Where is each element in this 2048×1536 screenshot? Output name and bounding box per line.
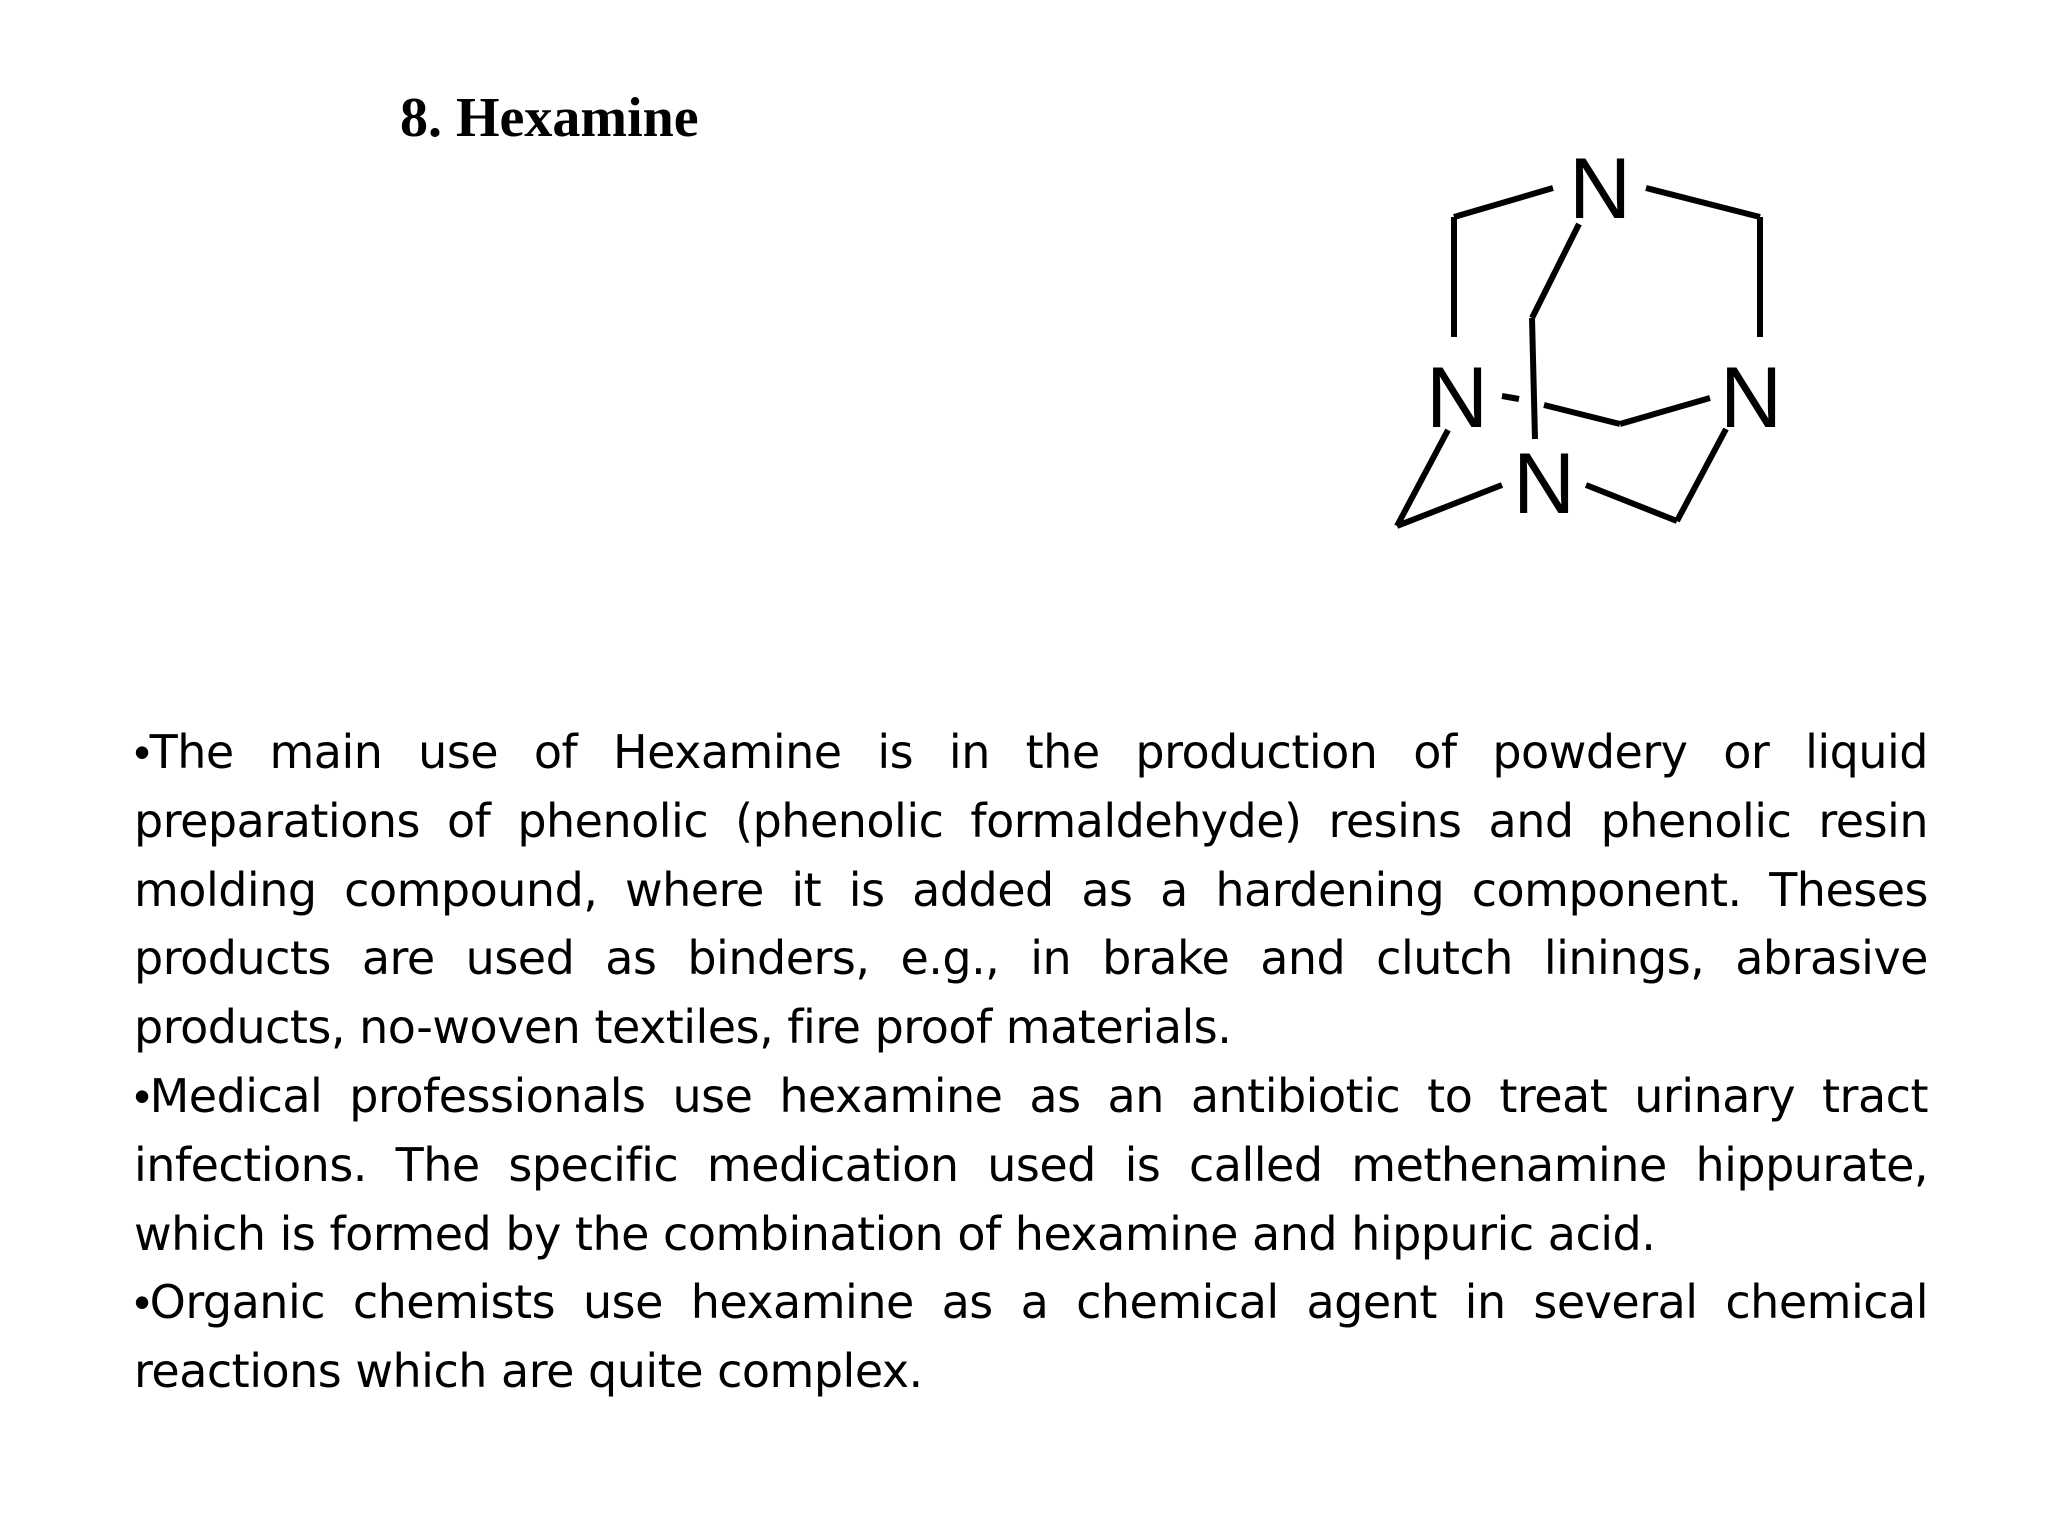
atom-label-right-n: N [1719, 350, 1783, 446]
bullet-list [134, 718, 1928, 1406]
bullet-text: Medical professionals use hexamine as an antibiotic to treat urinary tract infections. The specific medication used is called methenamine hippurate, which is formed by the combination of hexamine and hippuric acid. [134, 1068, 1928, 1261]
bond-lower-right-right-n [1677, 429, 1726, 521]
atom-label-bottom-n: N [1512, 436, 1576, 532]
bullet-item [134, 1268, 1928, 1406]
bond-center-dash [1544, 405, 1620, 424]
bond-top-n-center [1532, 224, 1579, 318]
bond-top-n-upper-left [1454, 188, 1553, 217]
hexamine-structure-diagram [1340, 130, 1820, 550]
bullet-marker: • [134, 1069, 150, 1122]
bullet-text: The main use of Hexamine is in the production of powdery or liquid preparations of phenolic (phenolic formaldehyde) resins and phenolic resin molding compound, where it is added as a hardening component. Theses products are used as binders, e.g., in brake and clutch linings, abrasive products, no-woven textiles, fire proof materials. [134, 725, 1928, 1055]
bullet-item [134, 718, 1928, 1062]
bond-center-vertical [1532, 318, 1535, 439]
bullet-text: Organic chemists use hexamine as a chemical agent in several chemical reactions which are quite complex. [134, 1275, 1928, 1399]
atom-label-left-n: N [1425, 350, 1489, 446]
slide-title: 8. Hexamine [400, 87, 699, 149]
bond-top-n-upper-right [1646, 188, 1760, 217]
bullet-item [134, 1062, 1928, 1268]
atom-label-top-n: N [1568, 141, 1632, 237]
hexamine-structure-svg [1340, 130, 1820, 550]
bullet-marker: • [134, 726, 150, 778]
bond-right-n-center-right [1620, 398, 1710, 424]
bond-bottom-n-lower-right [1586, 485, 1677, 521]
bond-left-n-dash [1502, 396, 1519, 399]
bullet-marker: • [134, 1276, 150, 1329]
